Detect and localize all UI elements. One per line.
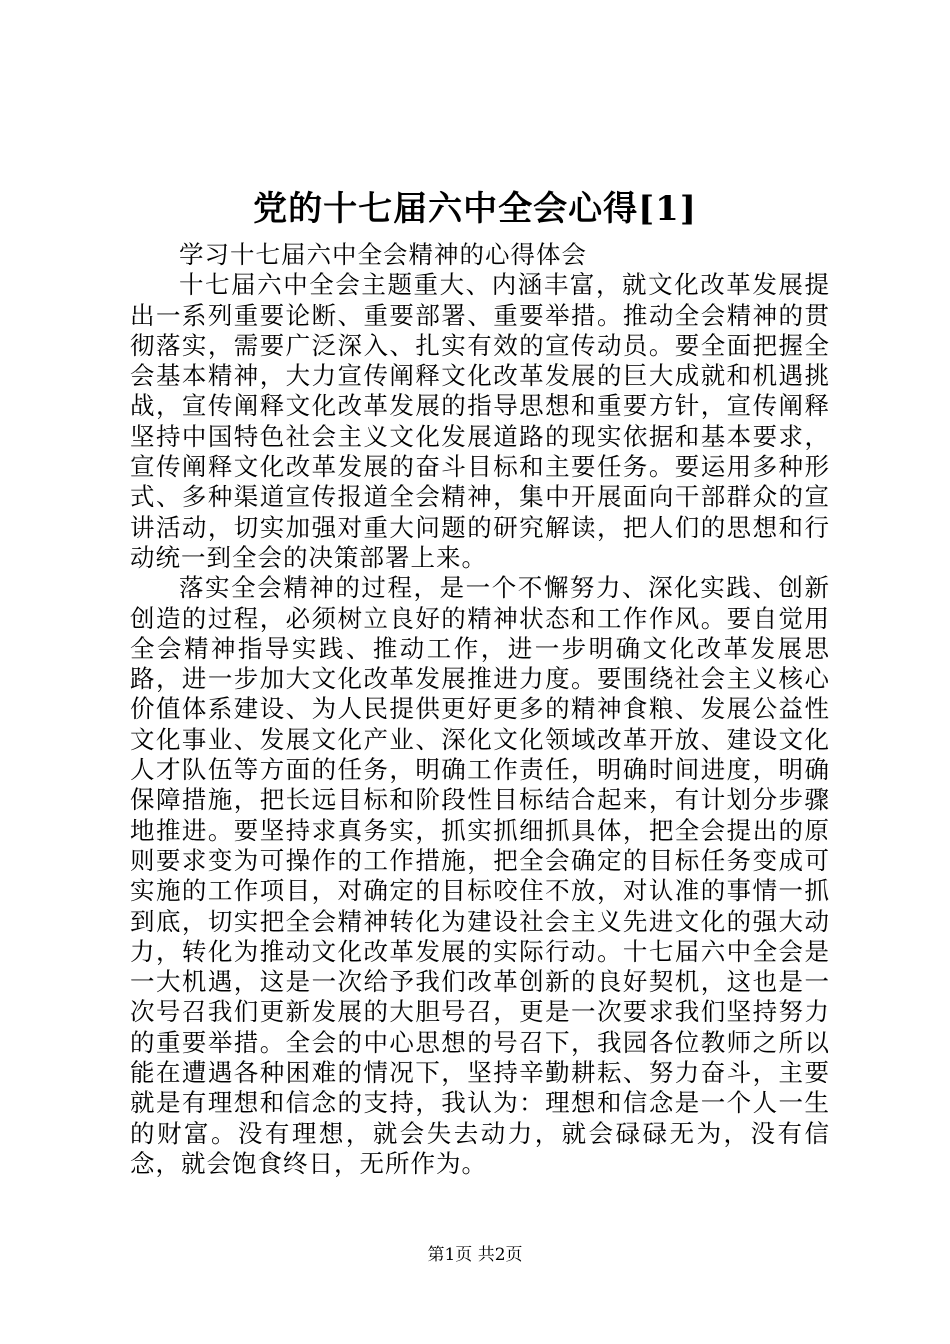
document-title: 党的十七届六中全会心得[1] (253, 189, 697, 229)
paragraph-1: 十七届六中全会主题重大、内涵丰富，就文化改革发展提出一系列重要论断、重要部署、重要举措。推动全会精神的贯彻落实，需要广泛深入、扎实有效的宣传动员。要全面把握全会基本精神，大力宣传阐释文化改革发展的巨大成就和机遇挑战，宣传阐释文化改革发展的指导思想和重要方针，宣传阐释坚持中国特色社会主义文化发展道路的现实依据和基本要求，宣传阐释文化改革发展的奋斗目标和主要任务。要运用多种形式、多种渠道宣传报道全会精神，集中开展面向干部群众的宣讲活动，切实加强对重大问题的研究解读，把人们的思想和行动统一到全会的决策部署上来。 (130, 270, 830, 572)
document-body (130, 240, 830, 1179)
document-subtitle: 学习十七届六中全会精神的心得体会 (179, 240, 587, 269)
page-footer: 第1页 共2页 (427, 1245, 523, 1265)
paragraph-2: 落实全会精神的过程，是一个不懈努力、深化实践、创新创造的过程，必须树立良好的精神状态和工作作风。要自觉用全会精神指导实践、推动工作，进一步明确文化改革发展思路，进一步加大文化改革发展推进力度。要围绕社会主义核心价值体系建设、为人民提供更好更多的精神食粮、发展公益性文化事业、发展文化产业、深化文化领域改革开放、建设文化人才队伍等方面的任务，明确工作责任，明确时间进度，明确保障措施，把长远目标和阶段性目标结合起来，有计划分步骤地推进。要坚持求真务实，抓实抓细抓具体，把全会提出的原则要求变为可操作的工作措施，把全会确定的目标任务变成可实施的工作项目，对确定的目标咬住不放，对认准的事情一抓到底，切实把全会精神转化为建设社会主义先进文化的强大动力，转化为推动文化改革发展的实际行动。十七届六中全会是一大机遇，这是一次给予我们改革创新的良好契机，这也是一次号召我们更新发展的大胆号召，更是一次要求我们坚持努力的重要举措。全会的中心思想的号召下，我园各位教师之所以能在遭遇各种困难的情况下，坚持辛勤耕耘、努力奋斗，主要就是有理想和信念的支持，我认为：理想和信念是一个人一生的财富。没有理想，就会失去动力，就会碌碌无为，没有信念，就会饱食终日，无所作为。 (130, 573, 830, 1178)
